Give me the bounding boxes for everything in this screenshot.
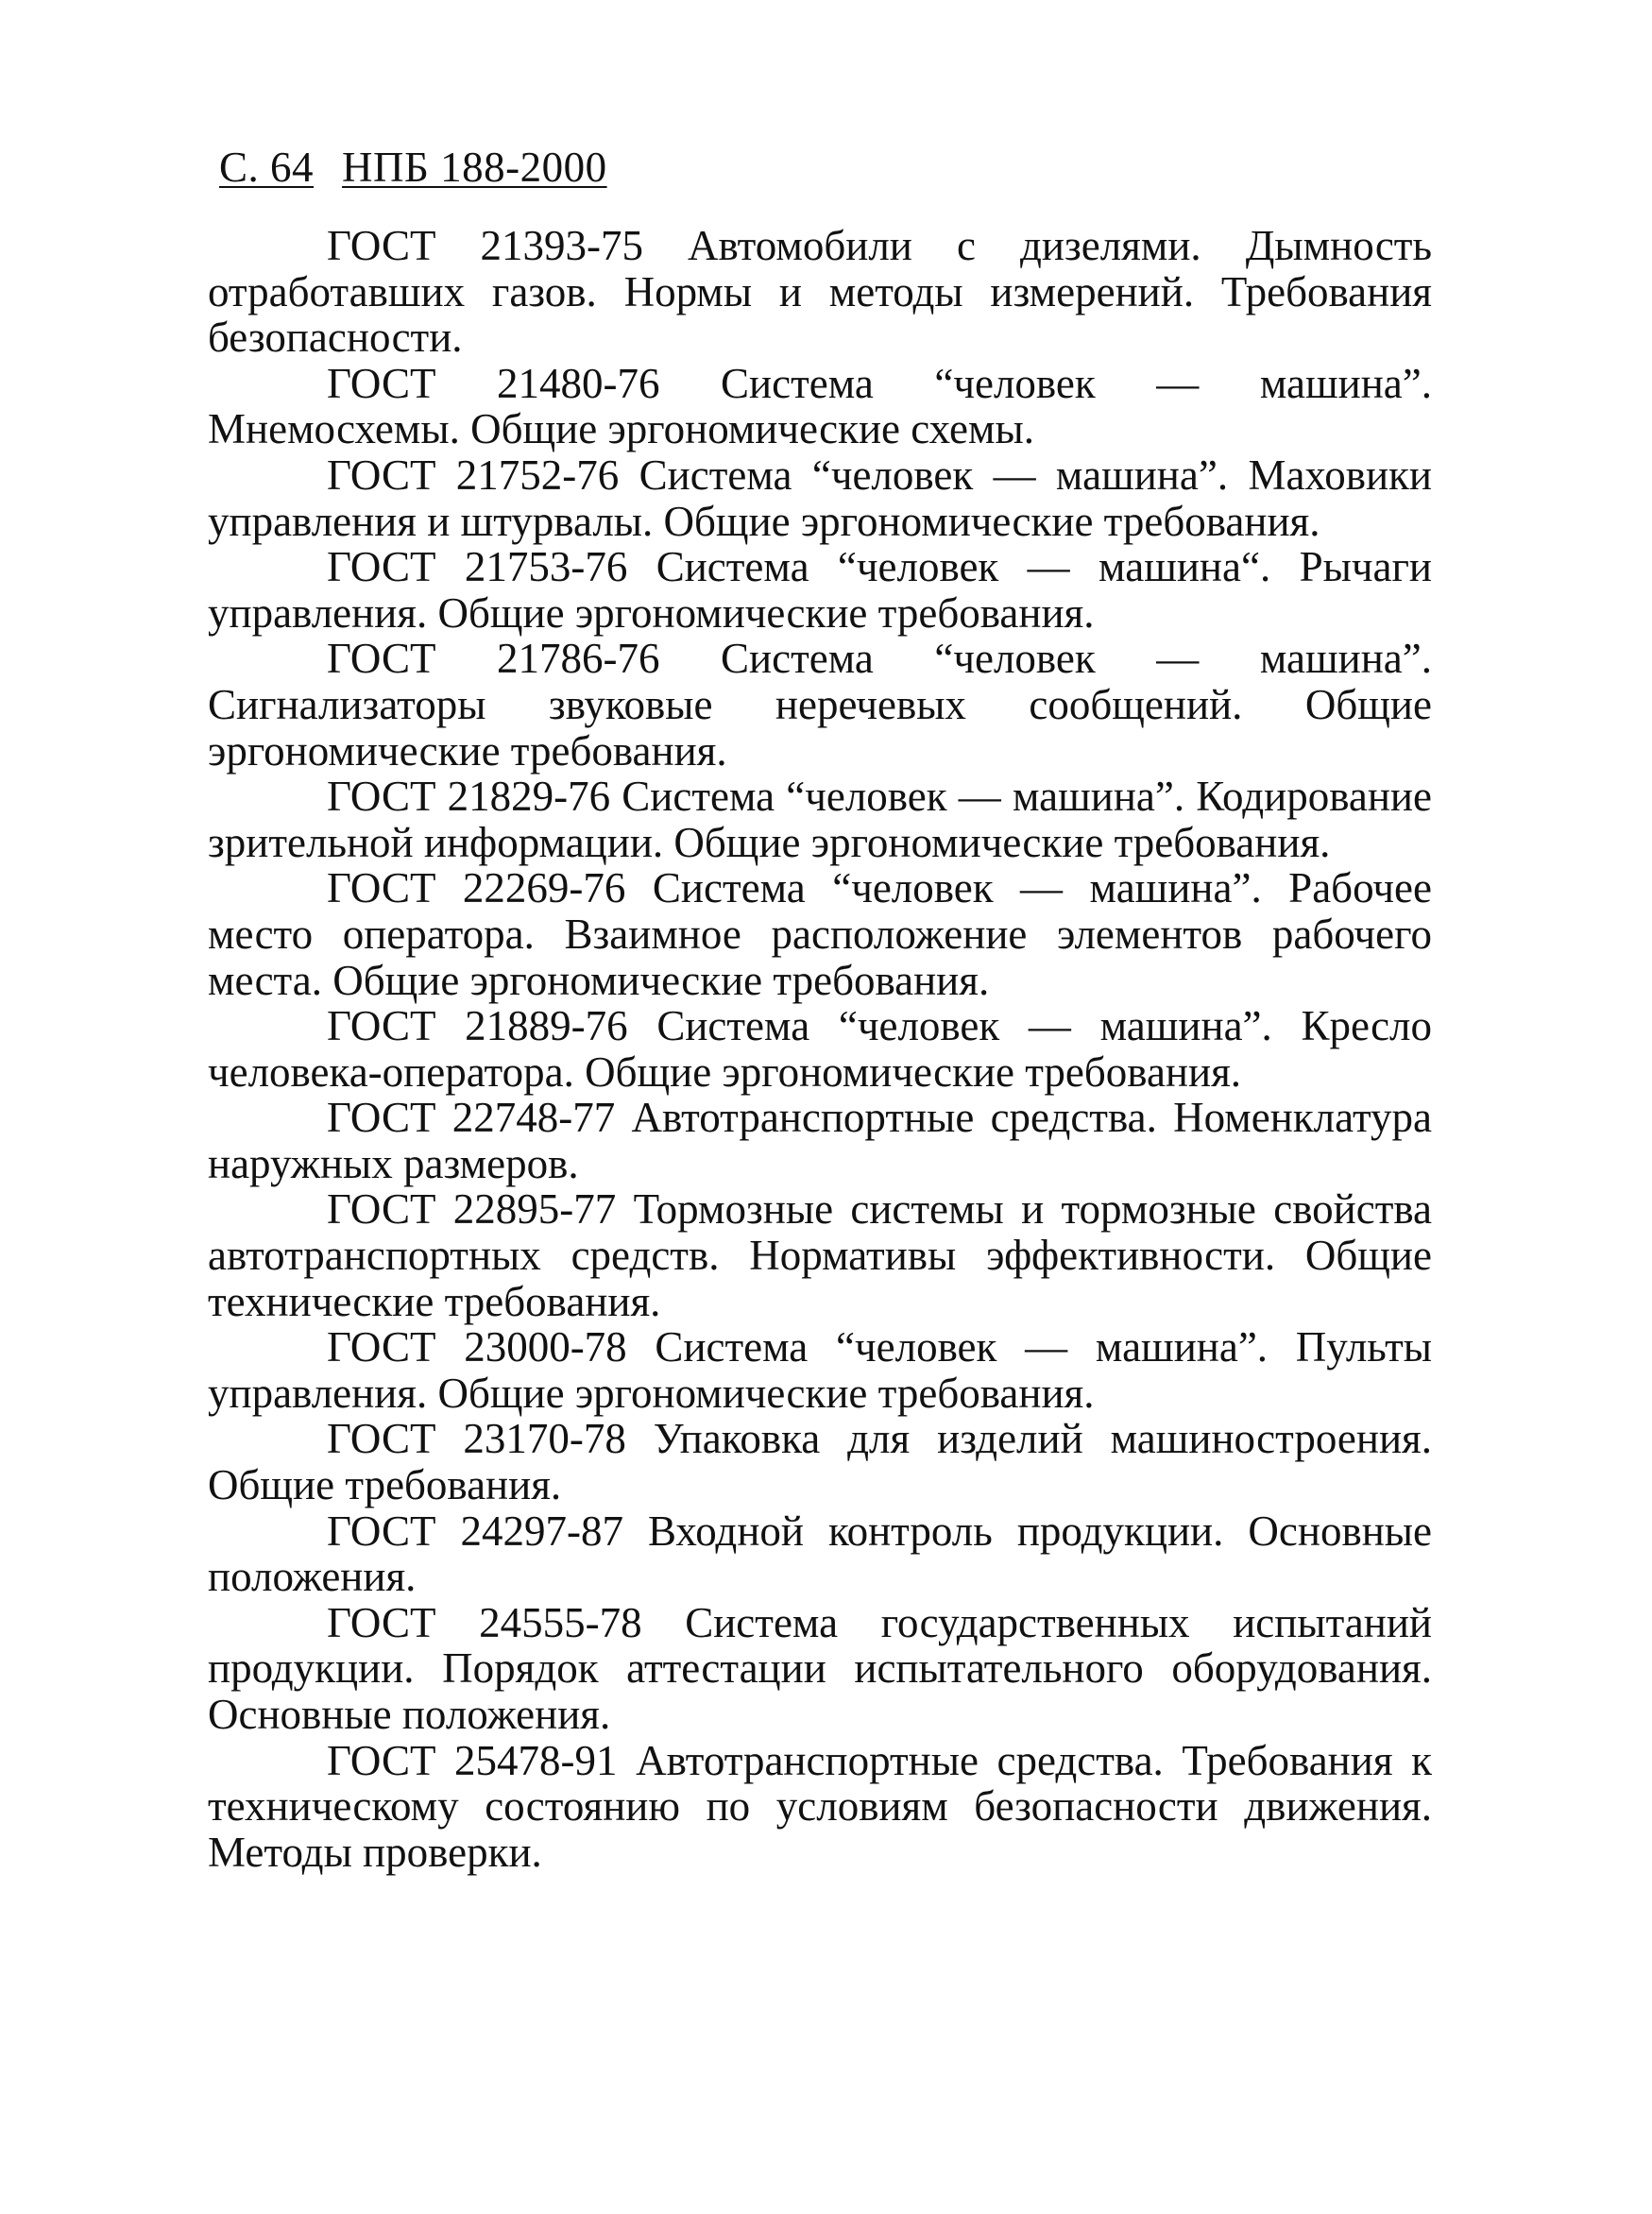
standard-entry: ГОСТ 22895-77 Тормозные системы и тормозные свойства автотранспортных средств. Нормативы эффективности. Общие технические требования. <box>208 1185 1432 1325</box>
standard-entry: ГОСТ 23000-78 Система “человек — машина”. Пульты управления. Общие эргономические требования. <box>208 1323 1432 1417</box>
standard-entry: ГОСТ 25478-91 Автотранспортные средства. Требования к техническому состоянию по условиям безопасности движения. Методы проверки. <box>208 1736 1432 1876</box>
standard-entry: ГОСТ 21889-76 Система “человек — машина”. Кресло человека-оператора. Общие эргономические требования. <box>208 1002 1432 1096</box>
standard-entry: ГОСТ 21753-76 Система “человек — машина“. Рычаги управления. Общие эргономические требования. <box>208 543 1432 637</box>
page-number: С. 64 <box>219 144 315 191</box>
document-code: НПБ 188-2000 <box>342 144 607 191</box>
standard-entry: ГОСТ 22748-77 Автотранспортные средства. Номенклатура наружных размеров. <box>208 1094 1432 1187</box>
standard-entry: ГОСТ 24555-78 Система государственных испытаний продукции. Порядок аттестации испытательного оборудования. Основные положения. <box>208 1598 1432 1738</box>
page-header <box>219 142 607 193</box>
standard-entry: ГОСТ 21393-75 Автомобили с дизелями. Дымность отработавших газов. Нормы и методы измерений. Требования безопасности. <box>208 222 1432 362</box>
standard-entry: ГОСТ 21480-76 Система “человек — машина”. Мнемосхемы. Общие эргономические схемы. <box>208 359 1432 453</box>
standard-entry: ГОСТ 22269-76 Система “человек — машина”. Рабочее место оператора. Взаимное расположение элементов рабочего места. Общие эргономические требования. <box>208 864 1432 1004</box>
standard-entry: ГОСТ 21829-76 Система “человек — машина”. Кодирование зрительной информации. Общие эргономические требования. <box>208 773 1432 866</box>
standards-list <box>208 223 1432 1875</box>
standard-entry: ГОСТ 21786-76 Система “человек — машина”. Сигнализаторы звуковые неречевых сообщений. Общие эргономические требования. <box>208 635 1432 775</box>
standard-entry: ГОСТ 23170-78 Упаковка для изделий машиностроения. Общие требования. <box>208 1415 1432 1509</box>
standard-entry: ГОСТ 24297-87 Входной контроль продукции. Основные положения. <box>208 1507 1432 1601</box>
standard-entry: ГОСТ 21752-76 Система “человек — машина”. Маховики управления и штурвалы. Общие эргономические требования. <box>208 451 1432 545</box>
